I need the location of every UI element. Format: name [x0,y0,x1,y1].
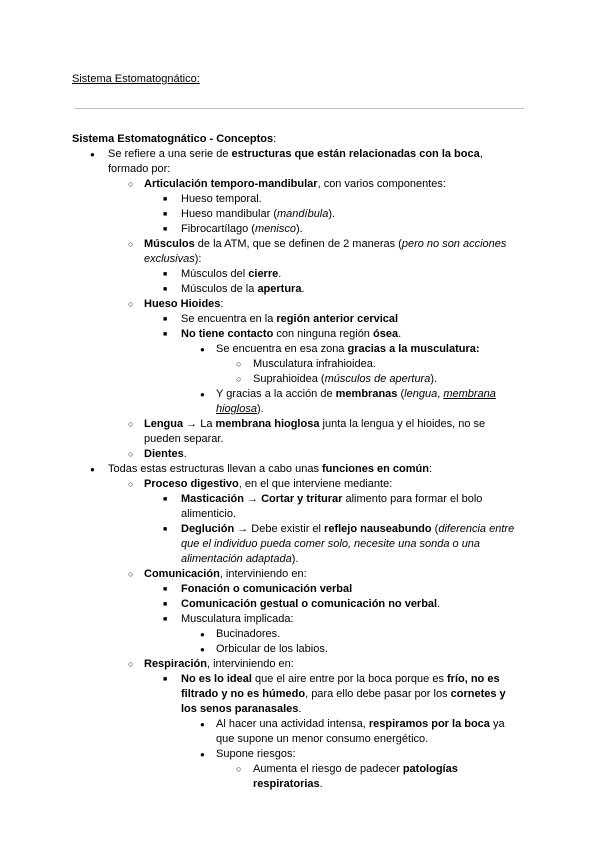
text-run: alimentación adaptada [181,553,292,565]
disc-bullet-icon: ● [200,720,205,729]
outline-line [108,148,483,161]
outline-line [253,763,458,776]
outline-line [181,328,401,341]
disc-bullet-icon: ● [200,390,205,399]
outline-line [144,253,201,266]
outline-line [253,358,376,371]
outline-line [181,703,301,716]
text-run: Y gracias a la acción de [216,388,336,400]
text-run: apertura [257,283,302,295]
circle-bullet-icon: ○ [128,179,134,189]
text-run: ya [489,718,505,730]
text-run: Musculatura implicada: [181,613,294,625]
text-run: que el aire entre por la boca porque es [251,673,447,685]
disc-bullet-icon: ● [90,465,95,474]
outline-line [144,298,223,311]
document-title: Sistema Estomatognático: [72,73,200,85]
text-run: No tiene contacto [181,328,274,340]
outline-line [216,733,428,746]
text-run: ). [291,553,299,565]
text-run: mandíbula [277,208,329,220]
circle-bullet-icon: ○ [236,764,242,774]
text-run: músculos de apertura [324,373,431,385]
text-run: , en el que interviene mediante: [238,478,393,490]
text-run: ). [430,373,438,385]
text-run: Suprahioidea ( [253,373,325,385]
text-run: Se encuentra en la [181,313,277,325]
text-run: Deglución [181,523,235,535]
text-run: que supone un menor consumo energético. [216,733,429,745]
text-run: funciones en común [322,463,429,475]
text-run: cierre [248,268,279,280]
text-run: filtrado y no es húmedo [181,688,306,700]
text-run: diferencia entre [438,523,515,535]
text-run: gracias a la musculatura: [347,343,480,355]
disc-bullet-icon: ● [200,750,205,759]
square-bullet-icon: ■ [163,601,168,608]
text-run: Aumenta el riesgo de padecer [253,763,403,775]
square-bullet-icon: ■ [163,316,168,323]
circle-bullet-icon: ○ [128,449,134,459]
text-run: Hueso Hioides [144,298,221,310]
text-run: Orbicular de los labios. [216,643,328,655]
outline-line [144,433,224,446]
text-run: lengua [404,388,438,400]
square-bullet-icon: ■ [163,586,168,593]
text-run: frío, no es [447,673,500,685]
outline-line [144,418,485,431]
text-run: , [437,388,444,400]
text-run: menisco [254,223,296,235]
disc-bullet-icon: ● [200,645,205,654]
text-run: reflejo nauseabundo [324,523,432,535]
outline-line [181,523,514,536]
text-run: . [183,448,187,460]
outline-line [216,388,496,401]
text-run: pero no son acciones [401,238,507,250]
square-bullet-icon: ■ [163,496,168,503]
text-run: Bucinadores. [216,628,281,640]
text-run: ( [431,523,439,535]
outline-line [181,673,500,686]
text-run: los senos paranasales [181,703,299,715]
text-run: → La [183,418,216,430]
disc-bullet-icon: ● [90,150,95,159]
outline-line [144,658,294,671]
text-run: → [243,493,262,505]
text-run: , [479,148,483,160]
text-run: cornetes y [450,688,506,700]
text-run: exclusivas [144,253,195,265]
text-run: Músculos de la [181,283,258,295]
text-run: región anterior cervical [276,313,399,325]
text-run: Fibrocartílago ( [181,223,255,235]
text-run: Se refiere a una serie de [108,148,232,160]
text-run: ( [397,388,405,400]
text-run: ). [328,208,336,220]
text-run: : [428,463,433,475]
text-run: Musculatura infrahioidea. [253,358,376,370]
text-run: estructuras que están relacionadas con la boca [231,148,480,160]
square-bullet-icon: ■ [163,271,168,278]
text-run: No es lo ideal [181,673,252,685]
circle-bullet-icon: ○ [128,569,134,579]
outline-line [181,493,482,506]
square-bullet-icon: ■ [163,211,168,218]
outline-line [216,343,480,356]
text-run: , interviniendo en: [219,568,307,580]
outline-line [181,613,294,626]
outline-line [216,748,296,761]
outline-line [181,268,281,281]
text-run: . [278,268,282,280]
text-run: Se encuentra en esa zona [216,343,348,355]
text-run: Músculos [144,238,195,250]
text-run: . [301,283,305,295]
text-run: Al hacer una actividad intensa, [216,718,369,730]
text-run: formado por: [108,163,171,175]
text-run: alimento para formar el bolo [342,493,483,505]
text-run: Respiración [144,658,207,670]
outline-line [181,313,398,326]
text-run: patologías [402,763,458,775]
horizontal-rule [75,108,524,109]
text-run: membrana [443,388,496,400]
square-bullet-icon: ■ [163,226,168,233]
outline-line [181,193,262,206]
square-bullet-icon: ■ [163,286,168,293]
outline-line [216,643,328,656]
outline-line [108,163,170,176]
outline-line [216,718,505,731]
outline-line [181,283,305,296]
outline-line [181,508,236,521]
outline-line [144,238,506,251]
text-run: de la ATM, que se definen de 2 maneras ( [194,238,402,250]
text-run: Proceso digestivo [144,478,239,490]
outline-line [181,223,303,236]
circle-bullet-icon: ○ [128,239,134,249]
outline-line [108,463,432,476]
outline-line [253,778,323,791]
square-bullet-icon: ■ [163,196,168,203]
text-run: . [398,328,402,340]
text-run: Dientes [144,448,184,460]
text-run: Masticación [181,493,244,505]
section-heading: Sistema Estomatognático - Conceptos: [72,133,277,145]
text-run: ). [295,223,303,235]
outline-line [144,448,187,461]
text-run: membranas [335,388,398,400]
square-bullet-icon: ■ [163,616,168,623]
text-run: Fonación o comunicación verbal [181,583,353,595]
text-run: Supone riesgos: [216,748,296,760]
text-run: con ninguna región [273,328,373,340]
outline-line [181,553,298,566]
outline-line [144,478,392,491]
text-run: hioglosa [216,403,257,415]
text-run: Comunicación gestual o comunicación no verbal [181,598,438,610]
square-bullet-icon: ■ [163,526,168,533]
text-run: respiramos por la boca [368,718,490,730]
text-run: ): [194,253,202,265]
text-run: ósea [372,328,399,340]
text-run: Todas estas estructuras llevan a cabo unas [108,463,323,475]
circle-bullet-icon: ○ [128,479,134,489]
text-run: Músculos del [181,268,249,280]
square-bullet-icon: ■ [163,331,168,338]
outline-line [144,178,446,191]
outline-line [216,628,280,641]
outline-line [253,373,437,386]
text-run: Hueso temporal. [181,193,262,205]
circle-bullet-icon: ○ [128,299,134,309]
text-run: membrana hioglosa [215,418,320,430]
text-run: Lengua [144,418,184,430]
text-run: . [437,598,441,610]
text-run: ). [256,403,264,415]
outline-line [181,208,335,221]
text-run: respiratorias [253,778,320,790]
text-run: . [298,703,302,715]
text-run: que el individuo pueda comer solo, necesite una sonda o una [181,538,481,550]
circle-bullet-icon: ○ [236,359,242,369]
outline-line [216,403,264,416]
text-run: : [220,298,224,310]
outline-line [181,538,480,551]
text-run: Hueso mandibular ( [181,208,277,220]
circle-bullet-icon: ○ [128,659,134,669]
text-run: Cortar y triturar [261,493,343,505]
circle-bullet-icon: ○ [128,419,134,429]
text-run: Articulación temporo-mandibular [144,178,318,190]
outline-line [181,583,352,596]
text-run: . [319,778,323,790]
outline-line [181,598,440,611]
outline-line [144,568,307,581]
text-run: , interviniendo en: [206,658,294,670]
text-run: → Debe existir el [234,523,325,535]
square-bullet-icon: ■ [163,676,168,683]
text-run: junta la lengua y el hioides, no se [319,418,486,430]
text-run: alimenticio. [181,508,237,520]
text-run: Comunicación [144,568,220,580]
text-run: , para ello debe pasar por los [305,688,451,700]
outline-line [181,688,506,701]
circle-bullet-icon: ○ [236,374,242,384]
disc-bullet-icon: ● [200,345,205,354]
text-run: pueden separar. [144,433,224,445]
disc-bullet-icon: ● [200,630,205,639]
text-run: , con varios componentes: [317,178,446,190]
